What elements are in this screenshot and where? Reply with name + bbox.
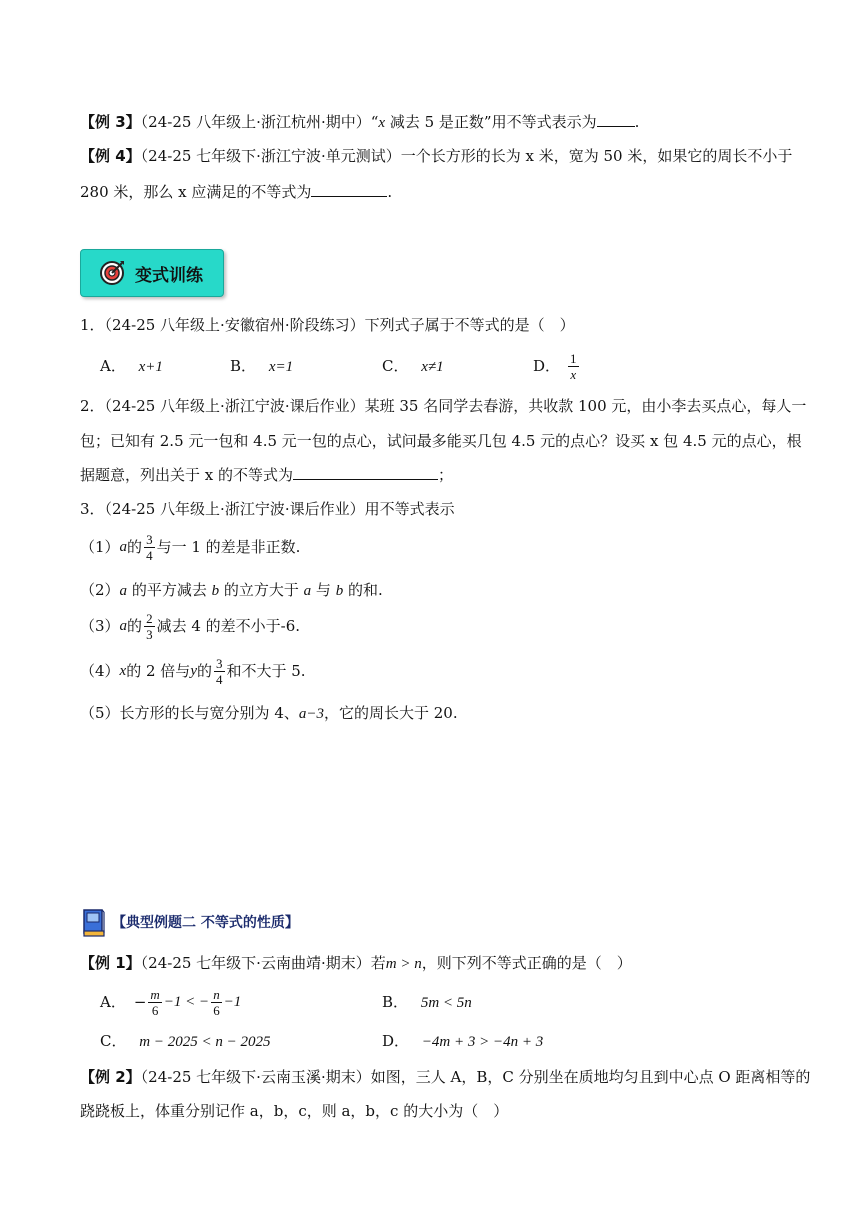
math-expr: a−3 — [298, 706, 324, 722]
punct: . — [387, 183, 393, 201]
example-4-line2 — [80, 182, 392, 202]
example-tag: 【例 4】 — [80, 147, 141, 165]
part-text: 的立方大于 — [219, 581, 304, 599]
example-4-line1 — [80, 146, 792, 166]
example-text: （24-25 七年级下·浙江宁波·单元测试）一个长方形的长为 x 米，宽为 50 米，如果它的周长不小于 — [140, 147, 793, 165]
option-b[interactable] — [230, 356, 293, 377]
question-3 — [80, 499, 455, 519]
example-text: （24-25 七年级下·云南玉溪·期末）如图，三人 A，B，C 分别坐在质地均匀且到中心点 O 距离相等的 — [140, 1068, 811, 1086]
option-expr: −1 — [223, 994, 242, 1010]
question-text: 包；已知有 2.5 元一包和 4.5 元一包的点心，试问最多能买几包 4.5 元的点心？设买 x 包 4.5 元的点心，根 — [80, 432, 802, 450]
example-text: 跷跷板上，体重分别记作 a，b，c，则 a，b，c 的大小为（ ） — [80, 1102, 509, 1120]
variant-training-banner — [80, 249, 224, 297]
question-2-line2 — [80, 431, 802, 451]
fraction-numerator: 1 — [570, 350, 577, 366]
option-label: A． — [100, 357, 126, 375]
example-tag: 【例 3】 — [80, 113, 141, 131]
part-text: 的和. — [343, 581, 383, 599]
target-icon — [99, 260, 125, 286]
part-text: 与一 1 的差是非正数. — [156, 538, 301, 556]
punct: . — [634, 113, 640, 131]
section2-example-2-line2 — [80, 1101, 508, 1121]
fraction-denominator: 6 — [151, 1002, 159, 1018]
part-text: 的 2 倍与 — [126, 662, 191, 680]
math-var: a — [119, 539, 128, 555]
option-label: B． — [230, 357, 257, 375]
option-expr: x+1 — [138, 359, 163, 375]
fraction-denominator: x — [570, 366, 577, 382]
math-var: x — [119, 663, 127, 679]
option-d[interactable] — [382, 1031, 543, 1052]
part-label: （1） — [80, 538, 120, 556]
part-text: （5）长方形的长与宽分别为 4、 — [80, 704, 299, 722]
example-text: 280 米，那么 x 应满足的不等式为 — [80, 183, 312, 201]
question-text: 据题意，列出关于 x 的不等式为 — [80, 466, 293, 484]
question-2-line1 — [80, 396, 806, 416]
math-var: a — [119, 583, 128, 599]
option-expr: x=1 — [268, 359, 294, 375]
answer-blank[interactable] — [293, 465, 438, 480]
part-label: （2） — [80, 581, 120, 599]
math-var: a — [119, 618, 128, 634]
fraction — [568, 351, 579, 382]
question-3-part-2 — [80, 580, 383, 601]
section2-example-2-line1 — [80, 1067, 810, 1087]
question-2-line3 — [80, 465, 453, 485]
part-text: 的 — [127, 617, 143, 635]
fraction — [211, 987, 222, 1018]
part-text: 的 — [127, 538, 143, 556]
example-text: 减去 5 是正数”用不等式表示为 — [385, 113, 597, 131]
part-text: 和不大于 5. — [226, 662, 306, 680]
part-text: 的 — [196, 662, 212, 680]
banner-label: 变式训练 — [135, 265, 203, 286]
option-c[interactable] — [100, 1031, 270, 1052]
option-label: D． — [533, 357, 561, 375]
part-text: 的平方减去 — [127, 581, 212, 599]
section-header — [82, 907, 299, 937]
section2-example-1 — [80, 953, 632, 974]
fraction-numerator: 3 — [146, 531, 153, 547]
example-tag: 【例 2】 — [80, 1068, 141, 1086]
math-var: b — [211, 583, 220, 599]
math-var: a — [303, 583, 312, 599]
math-var: y — [190, 663, 197, 679]
question-text: 1．（24-25 八年级上·安徽宿州·阶段练习）下列式子属于不等式的是（ ） — [80, 316, 575, 334]
question-3-part-3 — [80, 606, 300, 646]
option-expr: −1 < − — [163, 994, 210, 1010]
option-expr: m − 2025 < n − 2025 — [139, 1034, 271, 1050]
fraction-denominator: 4 — [216, 671, 223, 687]
option-b[interactable] — [382, 992, 472, 1013]
minus-sign: − — [133, 993, 147, 1011]
example-3 — [80, 112, 639, 133]
option-expr: x≠1 — [421, 359, 444, 375]
fraction — [214, 656, 225, 687]
book-icon — [82, 907, 106, 937]
option-a[interactable] — [100, 982, 241, 1022]
option-expr: −4m + 3 > −4n + 3 — [421, 1034, 544, 1050]
fraction-numerator: 3 — [216, 655, 223, 671]
part-label: （4） — [80, 662, 120, 680]
option-label: A． — [100, 993, 126, 1011]
punct: ； — [438, 466, 454, 484]
question-text: 2．（24-25 八年级上·浙江宁波·课后作业）某班 35 名同学去春游，共收款 100 元，由小李去买点心，每人一 — [80, 397, 807, 415]
fraction — [144, 611, 155, 642]
option-expr: 5m < 5n — [420, 995, 472, 1011]
fraction-denominator: 4 — [146, 547, 153, 563]
part-text: 减去 4 的差不小于-6. — [156, 617, 301, 635]
part-text: 与 — [311, 581, 336, 599]
math-var: b — [335, 583, 344, 599]
fraction — [144, 532, 155, 563]
answer-blank[interactable] — [597, 112, 635, 127]
fraction — [148, 987, 161, 1018]
fraction-numerator: n — [213, 986, 220, 1002]
option-d[interactable] — [533, 346, 581, 386]
question-1 — [80, 315, 575, 335]
question-3-part-1 — [80, 527, 300, 567]
option-label: C． — [100, 1032, 127, 1050]
example-source: （24-25 七年级下·云南曲靖·期末）若 — [140, 954, 386, 972]
example-source: （24-25 八年级上·浙江杭州·期中）“ — [140, 113, 379, 131]
fraction-denominator: 3 — [146, 626, 153, 642]
math-var: x — [378, 115, 386, 131]
math-expr: m > n — [385, 956, 422, 972]
example-text: ，则下列不等式正确的是（ ） — [421, 954, 632, 972]
option-a[interactable] — [100, 356, 163, 377]
fraction-numerator: m — [150, 986, 160, 1002]
question-3-part-5 — [80, 703, 458, 724]
fraction-denominator: 6 — [213, 1002, 220, 1018]
option-c[interactable] — [382, 356, 444, 377]
section-title: 【典型例题二 不等式的性质】 — [112, 915, 299, 931]
answer-blank[interactable] — [311, 182, 387, 197]
option-label: C． — [382, 357, 409, 375]
option-label: D． — [382, 1032, 410, 1050]
option-label: B． — [382, 993, 409, 1011]
part-label: （3） — [80, 617, 120, 635]
question-text: 3．（24-25 八年级上·浙江宁波·课后作业）用不等式表示 — [80, 500, 455, 518]
question-3-part-4 — [80, 651, 306, 691]
part-text: ，它的周长大于 20. — [323, 704, 458, 722]
example-tag: 【例 1】 — [80, 954, 141, 972]
fraction-numerator: 2 — [146, 610, 153, 626]
